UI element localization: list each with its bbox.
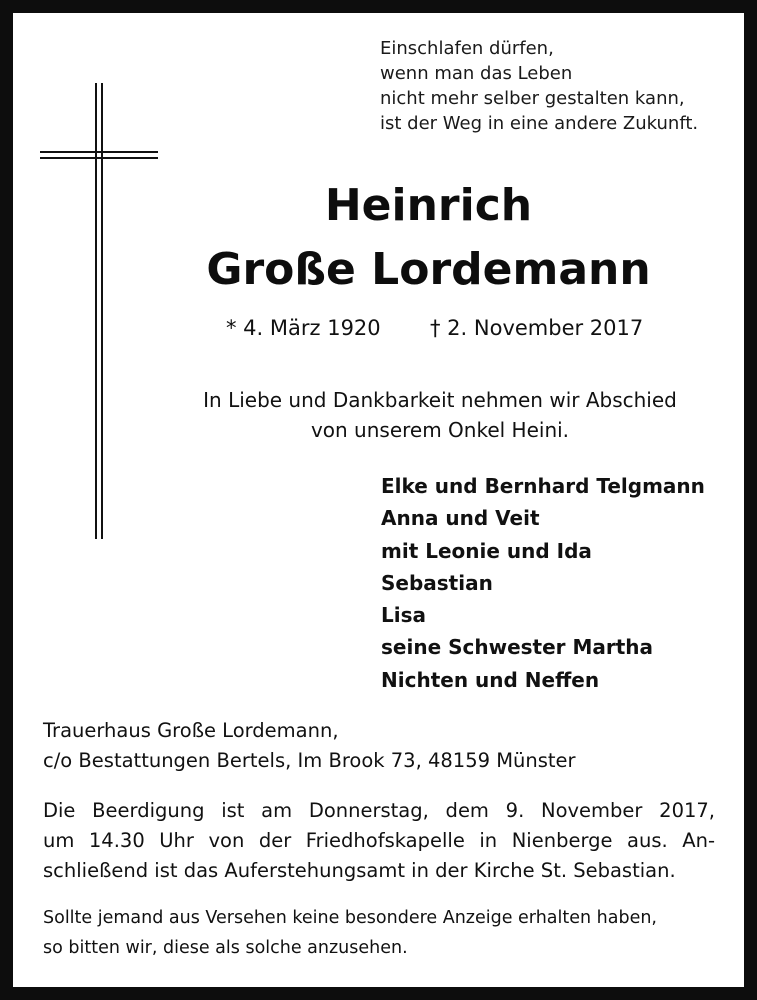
funeral-line: um 14.30 Uhr von der Friedhofskapelle in Nienberge aus. An-: [43, 829, 715, 852]
farewell-text: [100, 385, 757, 445]
mourner: Anna und Veit: [381, 506, 540, 531]
farewell-line: In Liebe und Dankbarkeit nehmen wir Abschied: [203, 388, 677, 412]
funeral-line: Die Beerdigung ist am Donnerstag, dem 9. November 2017,: [43, 799, 715, 822]
deceased-surname: Große Lordemann: [206, 244, 651, 295]
funeral-details: [43, 796, 715, 886]
deceased-first-name: Heinrich: [324, 180, 533, 231]
mourner: mit Leonie und Ida: [381, 538, 592, 563]
christian-cross-icon: [40, 83, 160, 539]
birth-date: * 4. März 1920: [226, 316, 381, 340]
mourners-list: [381, 470, 705, 696]
mourner: Elke und Bernhard Telgmann: [381, 474, 705, 498]
address-line: Trauerhaus Große Lordemann,: [43, 719, 339, 742]
farewell-line: von unserem Onkel Heini.: [310, 418, 570, 442]
note-line: so bitten wir, diese als solche anzusehen.: [43, 938, 408, 958]
poem-line: nicht mehr selber gestalten kann,: [380, 88, 685, 109]
mourner: Sebastian: [381, 570, 493, 595]
death-date: † 2. November 2017: [430, 316, 644, 340]
mourner: seine Schwester Martha: [381, 635, 654, 660]
funeral-line: schließend ist das Auferstehungsamt in der Kirche St. Sebastian.: [43, 859, 676, 882]
poem-line: ist der Weg in eine andere Zukunft.: [380, 113, 699, 134]
note-line: Sollte jemand aus Versehen keine besondere Anzeige erhalten haben,: [43, 908, 657, 928]
mourner: Nichten und Neffen: [381, 667, 600, 692]
notice-note: [43, 903, 715, 963]
poem: [380, 36, 740, 136]
address-line: c/o Bestattungen Bertels, Im Brook 73, 48159 Münster: [43, 749, 576, 772]
poem-line: wenn man das Leben: [380, 63, 573, 84]
poem-line: Einschlafen dürfen,: [380, 38, 554, 59]
mourning-house-address: [43, 716, 576, 776]
mourner: Lisa: [381, 603, 426, 628]
